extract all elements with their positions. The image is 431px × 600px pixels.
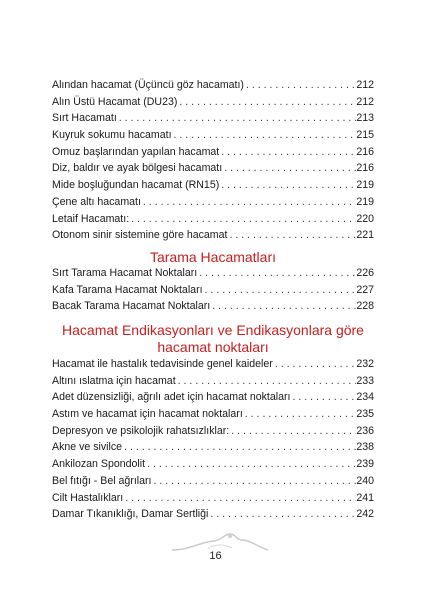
toc-entry-title: Hacamat ile hastalık tedavisinde genel kaideler: [52, 358, 273, 370]
toc-entry-page: 213: [356, 112, 374, 125]
toc-entry-page: 220: [356, 212, 374, 225]
toc-entry-page: 226: [356, 267, 374, 279]
toc-leader-dots: [222, 160, 356, 177]
toc-entry: [52, 127, 374, 144]
toc-group-3: [52, 356, 374, 523]
toc-entry: [52, 144, 374, 161]
toc-entry: [52, 265, 374, 282]
toc-entry-title: Astım ve hacamat için hacamat noktaları: [52, 408, 243, 421]
toc-entry-page: 228: [356, 300, 374, 313]
toc-entry-page: 240: [356, 474, 374, 487]
toc-entry: [52, 110, 374, 127]
toc-entry-title: Bacak Tarama Hacamat Noktaları: [52, 300, 211, 313]
toc-entry-title: Cilt Hastalıkları: [52, 491, 124, 504]
toc-entry-page: 215: [356, 129, 374, 142]
toc-entry-page: 212: [356, 79, 374, 91]
toc-entry-page: 242: [356, 508, 374, 521]
toc-entry: [52, 473, 374, 490]
toc-leader-dots: [122, 439, 356, 456]
toc-entry-title: Alın Üstü Hacamat (DU23): [52, 95, 178, 108]
toc-leader-dots: [123, 490, 356, 507]
toc-entry-page: 232: [356, 358, 374, 370]
toc-entry-title: Alından hacamat (Üçüncü göz hacamatı): [52, 79, 244, 91]
toc-entry-page: 241: [356, 491, 374, 504]
toc-leader-dots: [197, 265, 356, 282]
toc-entry: [52, 298, 374, 315]
toc-entry-title: Letaif Hacamatı:: [52, 212, 130, 225]
toc-entry: [52, 356, 374, 373]
toc-entry-page: 221: [356, 229, 374, 242]
toc-entry-page: 216: [356, 162, 374, 175]
toc-entry: [52, 94, 374, 111]
toc-leader-dots: [229, 423, 356, 440]
toc-entry: [52, 439, 374, 456]
toc-leader-dots: [273, 356, 356, 373]
toc-entry: [52, 423, 374, 440]
toc-entry-title: Otonom sinir sistemine göre hacamat: [52, 229, 228, 242]
toc-leader-dots: [219, 177, 356, 194]
toc-entry-page: 233: [356, 374, 374, 387]
section-heading-line-1: Hacamat Endikasyonları ve Endikasyonlara göre: [62, 322, 364, 338]
toc-leader-dots: [203, 282, 357, 299]
toc-entry-title: Altını ıslatma için hacamat: [52, 374, 176, 387]
toc-leader-dots: [227, 227, 356, 244]
toc-leader-dots: [176, 373, 357, 390]
toc-entry-page: 227: [356, 283, 374, 296]
toc-entry-title: Çene altı hacamatı: [52, 195, 141, 208]
toc-entry: [52, 456, 374, 473]
toc-leader-dots: [152, 473, 357, 490]
toc-entry: [52, 373, 374, 390]
toc-entry-page: 238: [356, 441, 374, 454]
toc-entry-page: 235: [356, 408, 374, 421]
toc-entry-page: 239: [356, 458, 374, 471]
toc-entry: [52, 406, 374, 423]
section-heading-endikasyonlar: [52, 322, 374, 356]
toc-entry: [52, 490, 374, 507]
toc-entry: [52, 227, 374, 244]
toc-leader-dots: [210, 298, 356, 315]
toc-leader-dots: [219, 144, 356, 161]
toc-entry: [52, 389, 374, 406]
toc-entry: [52, 282, 374, 299]
toc-entry-page: 234: [356, 391, 374, 404]
toc-leader-dots: [129, 211, 356, 228]
toc-entry-title: Diz, baldır ve ayak bölgesi hacamatı: [52, 162, 223, 175]
toc-leader-dots: [291, 389, 357, 406]
toc-entry-title: Kuyruk sokumu hacamatı: [52, 129, 172, 142]
toc-entry: [52, 506, 374, 523]
toc-group-1: [52, 77, 374, 244]
toc-entry-title: Adet düzensizliği, ağrılı adet için hacamat noktaları: [52, 391, 291, 404]
toc-entry-title: Akne ve sivilce: [52, 441, 123, 454]
toc-entry-title: Depresyon ve psikolojik rahatsızlıklar:: [52, 424, 230, 437]
toc-entry-title: Omuz başlarından yapılan hacamat: [52, 145, 220, 158]
toc-leader-dots: [172, 127, 357, 144]
toc-entry-title: Sırt Hacamatı: [52, 112, 117, 125]
section-heading-tarama: Tarama Hacamatları: [149, 249, 277, 265]
toc-leader-dots: [244, 77, 356, 94]
toc-entry-page: 219: [356, 195, 374, 208]
toc-entry-title: Sırt Tarama Hacamat Noktaları: [52, 267, 198, 279]
toc-entry-page: 212: [356, 95, 374, 108]
section-heading-line-2: hacamat noktaları: [157, 339, 269, 355]
toc-entry-page: 216: [356, 145, 374, 158]
toc-leader-dots: [243, 406, 357, 423]
toc-leader-dots: [141, 194, 356, 211]
toc-entry: [52, 77, 374, 94]
page-number: 16: [209, 550, 222, 562]
toc-entry: [52, 160, 374, 177]
toc-leader-dots: [208, 506, 356, 523]
toc-leader-dots: [145, 456, 356, 473]
toc-entry-title: Bel fıtığı - Bel ağrıları: [52, 474, 152, 487]
toc-group-2: [52, 265, 374, 315]
toc-entry-page: 236: [356, 424, 374, 437]
toc-leader-dots: [177, 94, 356, 111]
toc-entry: [52, 194, 374, 211]
toc-entry-page: 219: [356, 179, 374, 192]
toc-entry-title: Mide boşluğundan hacamat (RN15): [52, 179, 220, 192]
toc-leader-dots: [117, 110, 357, 127]
toc-entry-title: Kafa Tarama Hacamat Noktaları: [52, 283, 203, 296]
toc-entry: [52, 177, 374, 194]
toc-entry: [52, 211, 374, 228]
toc-entry-title: Ankilozan Spondolit: [52, 458, 146, 471]
toc-entry-title: Damar Tıkanıklığı, Damar Sertliği: [52, 508, 209, 521]
